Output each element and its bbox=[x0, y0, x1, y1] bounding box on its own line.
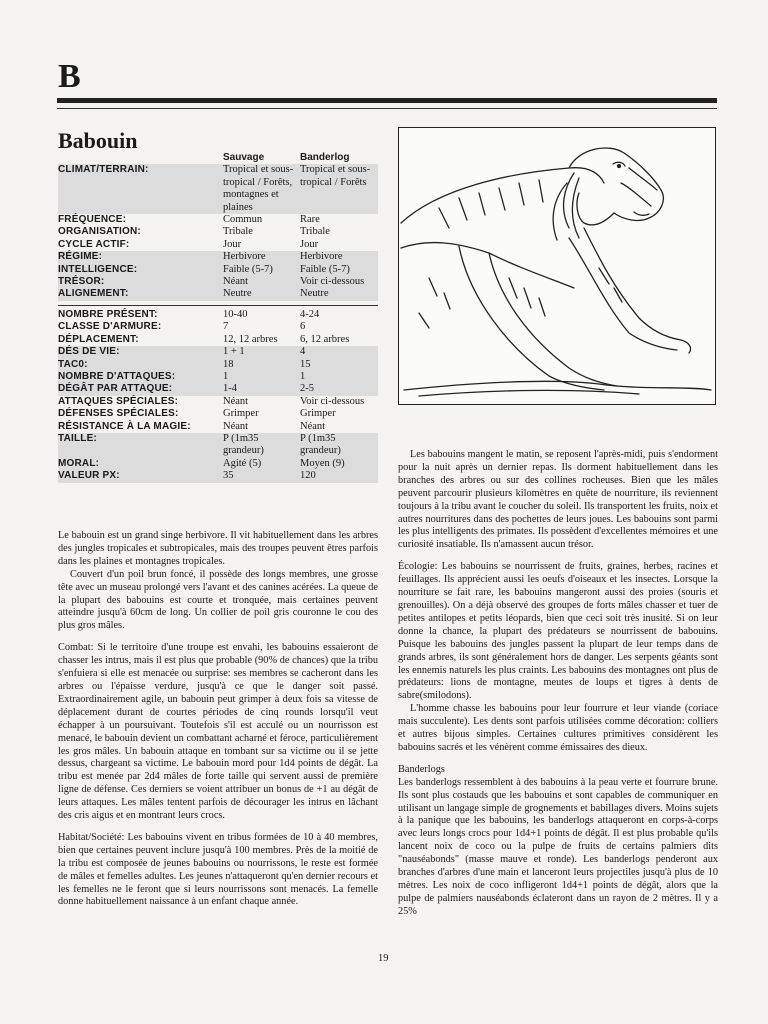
stat-value-sauvage: Agité (5) bbox=[223, 457, 262, 469]
stat-value-banderlog: Néant bbox=[300, 420, 326, 432]
stat-label: ALIGNEMENT: bbox=[58, 288, 129, 300]
stat-value-sauvage: Néant bbox=[223, 420, 249, 432]
stat-value-banderlog: Tribale bbox=[300, 226, 330, 238]
stat-value-sauvage: P (1m35 grandeur) bbox=[223, 432, 264, 457]
stat-divider bbox=[58, 301, 378, 306]
right-column-text bbox=[398, 449, 718, 928]
stat-row bbox=[58, 383, 378, 395]
stat-label: DÉGÂT PAR ATTAQUE: bbox=[58, 383, 173, 395]
section-letter: B bbox=[58, 58, 81, 95]
intro-paragraph: Le babouin est un grand singe herbivore. Il vit habituellement dans les arbres des jungles tropicales et subtropicales, mais des troupes peuvent êtres parfois dans les plaines et montagnes tropicales. bbox=[58, 530, 378, 567]
stat-value-banderlog: 2-5 bbox=[300, 383, 314, 395]
stat-value-banderlog: 120 bbox=[300, 470, 316, 482]
header-rule bbox=[57, 98, 717, 103]
stat-row bbox=[58, 421, 378, 433]
stat-value-sauvage: 7 bbox=[223, 321, 229, 333]
stat-value-banderlog: Faible (5-7) bbox=[300, 263, 350, 275]
stat-label: CYCLE ACTIF: bbox=[58, 238, 130, 250]
stat-row bbox=[58, 433, 378, 458]
banderlogs-heading: Banderlogs bbox=[398, 763, 445, 775]
stat-value-banderlog: Voir ci-dessous bbox=[300, 395, 365, 407]
header-rule-thin bbox=[57, 108, 717, 109]
stat-value-sauvage: Faible (5-7) bbox=[223, 263, 273, 275]
column-header-sauvage: Sauvage bbox=[223, 152, 265, 163]
stat-row bbox=[58, 408, 378, 420]
entry-title: Babouin bbox=[58, 128, 138, 153]
stat-row bbox=[58, 226, 378, 238]
stat-value-sauvage: 35 bbox=[223, 470, 234, 482]
stat-row bbox=[58, 309, 378, 321]
stat-row bbox=[58, 470, 378, 482]
stat-value-banderlog: Voir ci-dessous bbox=[300, 276, 365, 288]
banderlogs-paragraph: Les banderlogs ressemblent à des babouins à la peau verte et fourrure brune. Ils sont plus costauds que les babouins et sont capables de communiquer en utilisant un langage simple de grognements et babillages divers. Moins sujets à la panique que les babouins, les banderlogs attaqueront en corps-à-corps avec leurs longs crocs pour 1d4+1 points de dégât. Il est plus probable qu'ils lancent noix de coco ou la pulpe de fruits de certains palmiers dits "nauséabonds" (masse mauve et ronde). Les banderlogs penderont aux branches d'arbres d'une main et lanceront leurs projectiles jusqu'à plus de 10 mètres. Les noix de coco infligeront 1d4+1 points de dégât, alors que la pulpe de palmiers nauséabonds éclateront dans un rayon de 2 mètres. Il y a 25% bbox=[398, 776, 718, 917]
stat-value-sauvage: 1 + 1 bbox=[223, 346, 245, 358]
habitat-paragraph: Habitat/Société: Les babouins vivent en tribus formées de 10 à 40 membres, bien que certaines peuvent inclure jusqu'à 100 membres. Près de la moitié de la tribu est composée de jeunes babouins ou nourrissons, le reste est formée de mâles et femelles adultes. Les jeunes n'attaqueront qu'en dernier recours et les femelles ne le feront que si leurs nourrissons sont menacés. La femelle donne habituellement naissance à un enfant chaque année. bbox=[58, 831, 378, 908]
stat-block bbox=[58, 152, 378, 483]
stat-row bbox=[58, 251, 378, 263]
stat-label: TAILLE: bbox=[58, 432, 97, 444]
combat-paragraph: Combat: Si le territoire d'une troupe est envahi, les babouins essaieront de chasser les intrus, mais il est plus que probable (90% de chances) que la tribu s'enfuiera si elle est menacée ou surprise: ses membres se cacheront dans les arbres ou l'épaisse verdure, jusqu'à ce que le danger soit passé. Extraordinairement agile, un babouin peut grimper à deux fois sa vitesse de déplacement durant de courtes périodes de cinq rounds lorsqu'il veut échapper à un poursuivant. Toutefois s'il est acculé ou un nourrisson est menacé, le babouin devient un combattant acharné et féroce, particulièrement les gros mâles. Un babouin attaque en tombant sur sa victime ou il se jette dessus, chargeant sa victime. Le babouin mord pour 1d4 points de dégât. La tribu est menée par 2d4 mâles de forte taille qui servent aussi de première ligne de défense. Ces derniers se voient attribuer un bonus de +1 au dégât de leurs attaques. Les mâles tentent parfois de décourager les intrus en lâchant des cris aigus et en montrant leurs crocs. bbox=[58, 642, 378, 822]
stat-value-banderlog: Rare bbox=[300, 214, 320, 226]
stat-value-banderlog: 1 bbox=[300, 370, 306, 382]
stat-label: DÉFENSES SPÉCIALES: bbox=[58, 408, 179, 420]
stat-value-banderlog: Grimper bbox=[300, 408, 336, 420]
stat-value-banderlog: P (1m35 grandeur) bbox=[300, 432, 341, 457]
stat-value-sauvage: Tribale bbox=[223, 226, 253, 238]
stat-row bbox=[58, 276, 378, 288]
stat-row bbox=[58, 164, 378, 214]
stat-value-sauvage: Grimper bbox=[223, 408, 259, 420]
stat-label: DÉPLACEMENT: bbox=[58, 333, 139, 345]
stat-row bbox=[58, 288, 378, 300]
stat-value-banderlog: Neutre bbox=[300, 288, 329, 300]
stat-value-sauvage: Jour bbox=[223, 238, 242, 250]
stat-value-sauvage: Néant bbox=[223, 276, 249, 288]
stat-row bbox=[58, 239, 378, 251]
stat-row bbox=[58, 371, 378, 383]
left-column-text bbox=[58, 530, 378, 918]
stat-value-banderlog: Herbivore bbox=[300, 251, 343, 263]
stat-group-bottom bbox=[58, 309, 378, 483]
stat-label: TRÉSOR: bbox=[58, 276, 105, 288]
stat-value-sauvage: Neutre bbox=[223, 288, 252, 300]
stat-value-sauvage: Commun bbox=[223, 214, 263, 226]
baboon-illustration bbox=[398, 127, 716, 405]
stat-value-sauvage: Tropical et sous-tropical / Forêts, montagnes et plaines bbox=[223, 164, 294, 213]
stat-value-banderlog: Moyen (9) bbox=[300, 457, 345, 469]
stat-group-top bbox=[58, 164, 378, 300]
stat-row bbox=[58, 334, 378, 346]
stat-label: DÉS DE VIE: bbox=[58, 346, 120, 358]
stat-label: TAC0: bbox=[58, 358, 88, 370]
stat-value-sauvage: 1 bbox=[223, 370, 229, 382]
stat-value-sauvage: 12, 12 arbres bbox=[223, 333, 278, 345]
stat-value-sauvage: Herbivore bbox=[223, 251, 266, 263]
stat-label: CLIMAT/TERRAIN: bbox=[58, 164, 149, 176]
stat-value-banderlog: 4 bbox=[300, 346, 306, 358]
stat-label: NOMBRE D'ATTAQUES: bbox=[58, 370, 176, 382]
stat-label: ORGANISATION: bbox=[58, 226, 141, 238]
stat-label: INTELLIGENCE: bbox=[58, 263, 138, 275]
page-number: 19 bbox=[378, 953, 389, 964]
daily-paragraph: Les babouins mangent le matin, se reposent l'après-midi, puis s'endorment pour la nuit après un dernier repas. Ils dorment habituellement dans les branches des arbres ou sur des collines rocheuses. Bien que les mâles peuvent parcourir plusieurs kilomètres en quête de nourriture, ils reviennent toujours à la tribu avant le coucher du soleil. Ils transportent les fruits, noix et autres nourritures dans des pochettes de leurs joues. Les babouins sont parmi les plus intelligents des primates. Ils possèdent d'excellentes mémoires et une curiosité insatiable. Ils n'amassent aucun trésor. bbox=[398, 449, 718, 551]
stat-label: NOMBRE PRÉSENT: bbox=[58, 308, 158, 320]
stat-value-sauvage: 1-4 bbox=[223, 383, 237, 395]
stat-label: RÉSISTANCE À LA MAGIE: bbox=[58, 420, 191, 432]
stat-row bbox=[58, 321, 378, 333]
stat-label: RÉGIME: bbox=[58, 251, 103, 263]
stat-row bbox=[58, 359, 378, 371]
stat-label: FRÉQUENCE: bbox=[58, 214, 127, 226]
stat-value-banderlog: 15 bbox=[300, 358, 311, 370]
stat-value-banderlog: 4-24 bbox=[300, 308, 320, 320]
column-header-banderlog: Banderlog bbox=[300, 152, 350, 163]
stat-value-sauvage: Néant bbox=[223, 395, 249, 407]
stat-label: ATTAQUES SPÉCIALES: bbox=[58, 395, 179, 407]
stat-value-sauvage: 10-40 bbox=[223, 308, 248, 320]
stat-value-banderlog: 6, 12 arbres bbox=[300, 333, 350, 345]
stat-label: MORAL: bbox=[58, 457, 100, 469]
stat-row bbox=[58, 214, 378, 226]
stat-row bbox=[58, 396, 378, 408]
stat-value-banderlog: Jour bbox=[300, 238, 319, 250]
stat-value-sauvage: 18 bbox=[223, 358, 234, 370]
ecology-paragraph: Écologie: Les babouins se nourrissent de fruits, graines, herbes, racines et feuillages. Ils apprécient aussi les oeufs d'oiseaux et les insectes. Lorsque la nourriture se fait rare, les babouins mangeront aussi des proies (souris et grenouilles). On a déjà observé des groupes de forts mâles chasser et tuer de petites antilopes et petits léopards, bien que ceci soit très inusité. Si on leur donne la chance, la plupart des prédateurs se nourrissent de babouins. Puisque les babouins des jungles passent la plupart de leur temps dans de grands arbres, ils sont généralement hors de danger. Les serpents géants sont les ennemis naturels les plus craints. Les babouins des montagnes ont plus de prédateurs: lions de montagne, meutes de loups et tigres à dents de sabre(smilodons). bbox=[398, 561, 718, 702]
description-paragraph: Couvert d'un poil brun foncé, il possède des longs membres, une grosse tête avec un museau prolongé vers l'avant et des canines acérées. La queue de la plupart des babouins est courte et tronquée, mais certaines peuvent atteindre jusqu'à 60cm de long. Un collier de poil gris couronne le cou des plus gros mâles. bbox=[58, 568, 378, 632]
stat-label: CLASSE D'ARMURE: bbox=[58, 321, 162, 333]
stat-value-banderlog: Tropical et sous- tropical / Forêts bbox=[300, 164, 371, 188]
stat-column-headers bbox=[58, 152, 378, 164]
stat-row bbox=[58, 346, 378, 358]
stat-row bbox=[58, 458, 378, 470]
stat-label: VALEUR PX: bbox=[58, 470, 120, 482]
stat-row bbox=[58, 264, 378, 276]
baboon-drawing bbox=[399, 128, 715, 404]
stat-value-banderlog: 6 bbox=[300, 321, 306, 333]
hunt-paragraph: L'homme chasse les babouins pour leur fourrure et leur viande (coriace mais succulente). Les dents sont parfois utilisées comme décoration: colliers et autres bijous simples. Certaines cultures primitives considèrent les babouins sacrés et les vénèrent comme émissaires des dieux. bbox=[398, 703, 718, 753]
